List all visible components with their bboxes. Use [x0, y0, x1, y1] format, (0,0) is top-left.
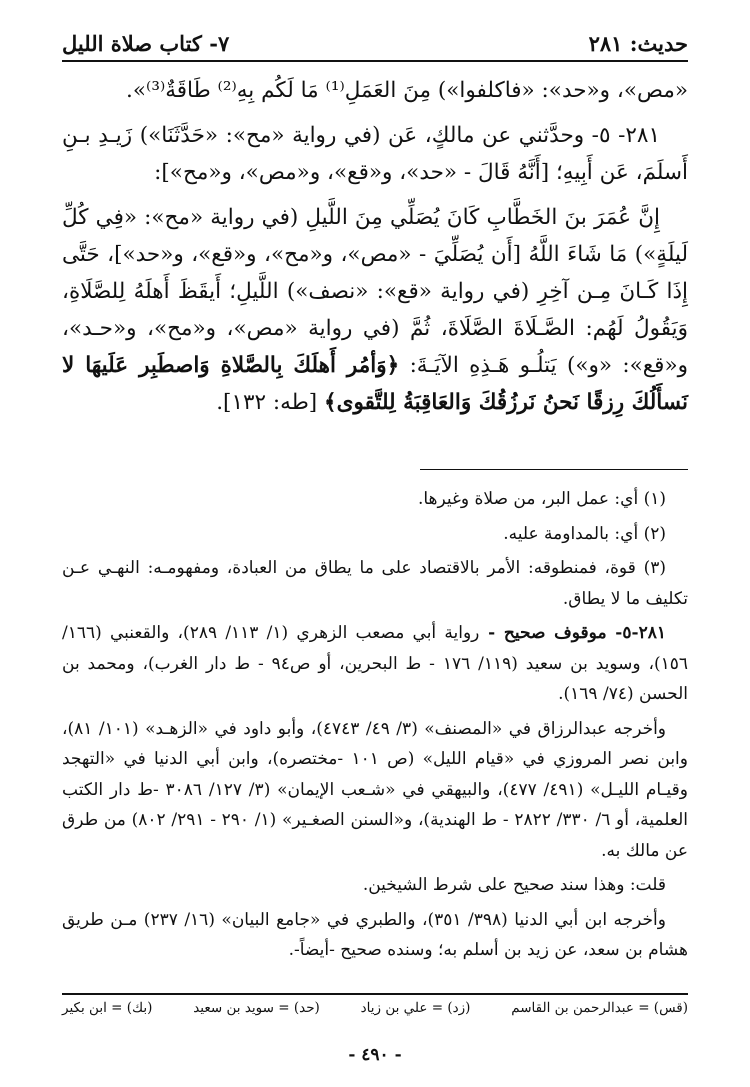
abbr-zd: (زد) = علي بن زياد	[360, 1000, 471, 1016]
footer-rule	[62, 993, 688, 995]
takhrij-text: رواية أبي مصعب الزهري (١/ ١١٣/ ٢٨٩)، والقعنبي (١٦٦/ ١٥٦)، وسويد بن سعيد (١١٩/ ١٧٦ - ط البحرين، أو ص٩٤ - ط دار الغرب)، ومحمد بن الحسن (٧٤/ ١٦٩).	[62, 623, 689, 704]
chapter-title: ٧- كتاب صلاة الليل	[62, 31, 230, 56]
footnote-2: (٢) أي: بالمداومة عليه.	[503, 523, 666, 544]
hadith-number-label: حديث: ٢٨١	[588, 31, 688, 56]
takhrij-number: ٢٨١-٥-	[615, 623, 666, 643]
abbr-bk: (بك) = ابن بكير	[62, 1000, 153, 1016]
hadith-matn	[62, 199, 688, 421]
hadith-matn-text: إِنَّ عُمَرَ بنَ الخَطَّابِ كَانَ يُصَلِّي مِنَ اللَّيلِ (في رواية «مح»: «فِي كُلِّ لَيلَةٍ») مَا شَاءَ اللَّهُ [أَن يُصَلِّيَ - «مص»، و«مح»، و«قع»، و«حد»]، حَتَّى إِذَا كَـانَ مِـن آخِرِ (في رواية «قع»: «نصف») اللَّيلِ؛ أَيقَظَ أَهلَهُ لِلصَّلَاةِ، وَيَقُولُ لَهُم: الصَّـلَاةَ الصَّلَاةَ، ثُمَّ (في رواية «مص»، و«مح»، و«حـد»، و«قع»: «و») يَتلُـو هَـذِهِ الآيَـةَ:	[62, 205, 688, 378]
qultu-paragraph: قلت: وهذا سند صحيح على شرط الشيخين.	[362, 875, 666, 895]
hadith-isnad: ٢٨١- ٥- وحدَّثني عن مالكٍ، عَن (في رواية «مح»: «حَدَّثَنَا») زَيـدِ بـنِ أَسلَمَ، عَن أَبِيهِ؛ [أَنَّهُ قَالَ - «حد»، و«قع»، و«مص»، و«مح»]:	[62, 123, 688, 185]
abdulrazzaq-paragraph: وأخرجه عبدالرزاق في «المصنف» (٣/ ٤٩/ ٤٧٤٣)، وأبو داود في «الزهـد» (١٠١/ ٨١)، وابن نصر المروزي في «قيام الليل» (ص ١٠١ -مختصره)، وابن أبي الدنيا في «التهجد وقيـام الليـل» (٤٩١/ ٤٧٧)، والبيهقي في «شـعب الإيمان» (٣/ ١٢٧/ ٣٠٨٦ -ط دار الكتب العلمية، أو ٦/ ٣٣٠/ ٢٨٢٢ - ط الهندية)، و«السنن الصغـير» (١/ ٢٩٠ - ٢٩١/ ٨٠٢) من طرق عن مالك به.	[62, 718, 689, 861]
verse-reference: [طه: ١٣٢].	[216, 390, 325, 415]
abbr-hd: (حد) = سويد بن سعيد	[193, 1000, 320, 1016]
footnote-1: (١) أي: عمل البر، من صلاة وغيرها.	[417, 489, 666, 509]
ibn-abi-dunya-paragraph: وأخرجه ابن أبي الدنيا (٣٩٨/ ٣٥١)، والطبري في «جامع البيان» (١٦/ ٢٣٧) مـن طريق هشام بن سعد، عن زيد بن أسلم به؛ وسنده صحيح -أيضاً-.	[62, 909, 688, 960]
quran-verse: ﴿وَأمُر أَهلَكَ بِالصَّلاةِ وَاصطَبِر عَلَيهَا لا نَسأَلُكَ رِزقًا نَحنُ نَرزُقُكَ وَالعَاقِبَةُ لِلتَّقوى﴾	[62, 353, 688, 415]
footnotes	[62, 484, 688, 970]
takhrij-paragraph	[62, 618, 688, 710]
continuation-line: «مص»، و«حد»: «فاكلفوا») مِنَ العَمَلِ⁽¹⁾ مَا لَكُم بِهِ⁽²⁾ طَاقَةٌ⁽³⁾».	[126, 78, 688, 103]
footnote-separator	[420, 469, 688, 470]
takhrij-grade: موقوف صحيح -	[479, 623, 616, 643]
page-number: - ٤٩٠ -	[348, 1045, 402, 1065]
abbreviations-key	[62, 1000, 688, 1016]
abbr-qs: (قس) = عبدالرحمن بن القاسم	[511, 1000, 688, 1016]
main-text	[62, 72, 688, 421]
page-header	[62, 22, 688, 62]
footnote-3: (٣) قوة، فمنطوقه: الأمر بالاقتصاد على ما يطاق من العبادة، ومفهومـه: النهـي عـن تكليف ما لا يطاق.	[62, 558, 688, 609]
